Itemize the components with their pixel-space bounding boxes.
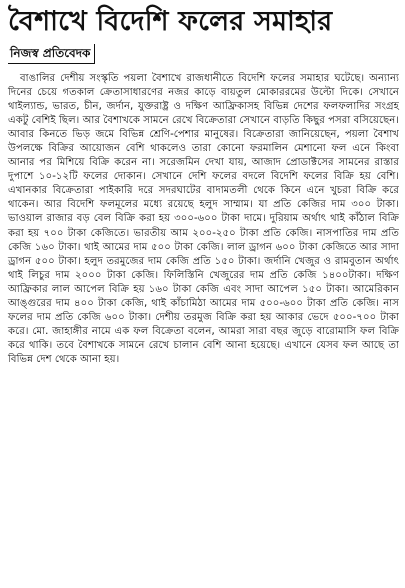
article-body (8, 72, 399, 367)
byline: নিজস্ব প্রতিবেদক (8, 44, 95, 64)
article-paragraph: বাঙালির দেশীয় সংস্কৃতি পয়লা বৈশাখে রাজধানীতে বিদেশি ফলের সমাহার ঘটেছে। অন্যান্য দিনের চেয়ে গতকাল ক্রেতাসাধারণের নজর কাড়ে বায়তুল মোকাররমের উল্টো দিকে। সেখানে থাইল্যান্ড, ভারত, চীন, জর্দান, যুক্তরাষ্ট্র ও দক্ষিণ আফ্রিকাসহ বিভিন্ন দেশের ফলফলাদির সংগ্রহ একটু বেশিই ছিল। আর বৈশাখকে সামনে রেখে বিক্রেতারা সেখানে বাড়তি কিছুর পসরা বসিয়েছেন। আবার কিনতে ভিড় জমে বিভিন্ন শ্রেণি-পেশার মানুষের। বিক্রেতারা জানিয়েছেন, পয়লা বৈশাখ উপলক্ষে বিক্রির আয়োজন বেশি থাকলেও তারা কোনো ফরমালিন মেশানো ফল এনে কিংবা আনার পর মিশিয়ে বিক্রি করেন না। সরেজমিন দেখা যায়, আজাদ প্রোডাক্টসের সামনের রাস্তার দুপাশে ১০-১২টি ফলের দোকান। সেখানে দেশি ফলের বদলে বিদেশি ফলের বিক্রি হয় বেশি। এখানকার বিক্রেতারা পাইকারি দরে সদরঘাটের বাদামতলী থেকে কিনে এনে খুচরা বিক্রি করে থাকেন। আর বিদেশি ফলমূলের মধ্যে রয়েছে হলুদ সাম্মাম। যা প্রতি কেজির দাম ৩০০ টাকা। ভাওয়াল রাজার বড় বেল বিক্রি করা হয় ৩০০-৬০০ টাকা দামে। দুরিয়াম অর্থাৎ থাই কাঁঠাল বিক্রি করা হয় ৭০০ টাকা কেজিতে। ভারতীয় আম ২০০-২৫০ টাকা প্রতি কেজি। নাসপাতির দাম প্রতি কেজি ১৬০ টাকা। থাই আমের দাম ৫০০ টাকা কেজি। লাল ড্রাগন ৬০০ টাকা কেজিতে আর সাদা ড্রাগন ৫০০ টাকা। হলুদ তরমুজের দাম কেজি প্রতি ১৫০ টাকা। জর্দানি খেজুর ও রামবুতান অর্থাৎ থাই লিচুর দাম ২০০০ টাকা কেজি। ফিলিস্তিনি খেজুরের দাম প্রতি কেজি ১৪০০টাকা। দক্ষিণ আফ্রিকার লাল আপেল বিক্রি হয় ১৬০ টাকা কেজি এবং সাদা আপেল ১৫০ টাকা। আমেরিকান আঙ্গুরের দাম ৪০০ টাকা কেজি, থাই কাঁচামিঠা আমের দাম ৫০০-৬০০ টাকা প্রতি কেজি। নাস ফলের দাম প্রতি কেজি ৬০০ টাকা। দেশীয় তরমুজ বিক্রি করা হয় আকার ভেদে ৫০০-৭০০ টাকা করে। মো. জাহাঙ্গীর নামে এক ফল বিক্রেতা বলেন, আমরা সারা বছর জুড়ে বারোমাসি ফল বিক্রি করে থাকি। তবে বৈশাখকে সামনে রেখে চালান বেশি আনা হয়েছে। এখানে যেসব ফল আছে তা বিভিন্ন দেশ থেকে আনা হয়। (8, 73, 399, 365)
byline-row (8, 44, 399, 64)
headline: বৈশাখে বিদেশি ফলের সমাহার (8, 6, 333, 37)
